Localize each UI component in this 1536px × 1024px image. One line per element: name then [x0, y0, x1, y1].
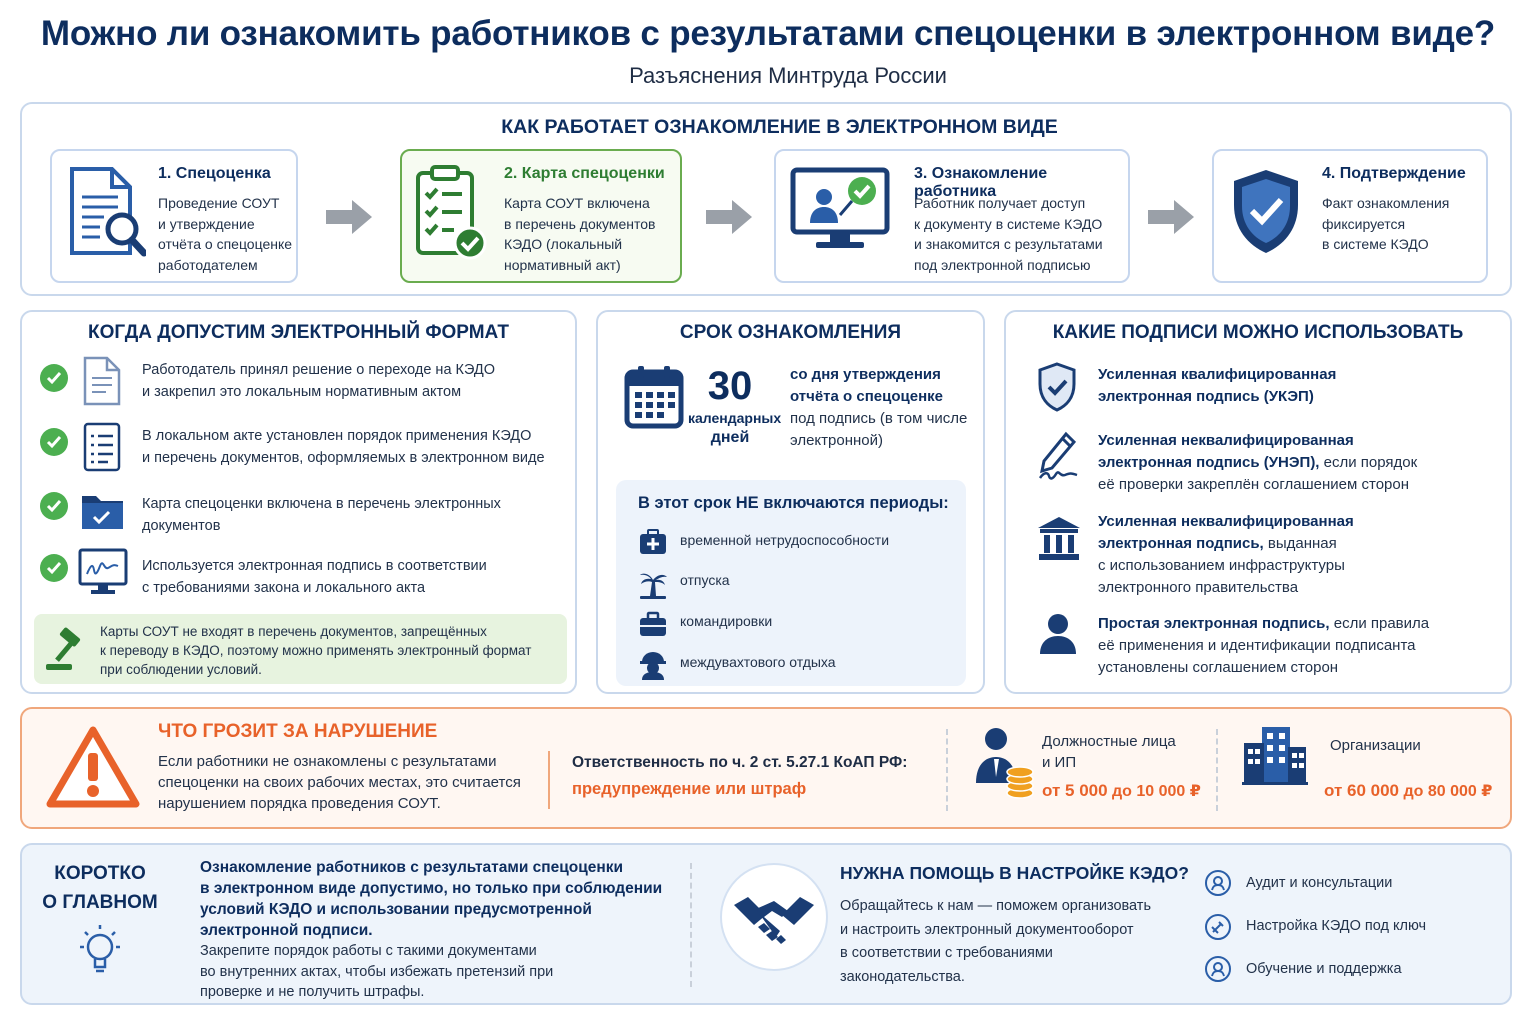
sign-item-3: Усиленная неквалифицированная электронная подпись, выданная с использованием инфраструктуры электронного правительства	[1098, 513, 1354, 596]
step-3-title: 3. Ознакомление работника	[914, 165, 1048, 200]
document-search-icon	[66, 165, 146, 265]
when-note	[34, 614, 567, 684]
excl-item-4: междувахтового отдыха	[680, 654, 836, 670]
arrow-icon	[704, 199, 754, 240]
help-heading: НУЖНА ПОМОЩЬ В НАСТРОЙКЕ КЭДО?	[840, 863, 1189, 883]
step-3-desc: Работник получает доступ к документу в системе КЭДО и знакомится с результатами под электронной подписью	[914, 195, 1103, 273]
when-note-text: Карты СОУТ не входят в перечень документов, запрещённых к переводу в КЭДО, поэтому можно применять электронный формат при соблюдении условий.	[100, 624, 532, 677]
term-desc: со дня утверждения отчёта о спецоценке под подпись (в том числе электронной)	[790, 366, 968, 449]
step-1-desc: Проведение СОУТ и утверждение отчёта о спецоценке работодателем	[158, 195, 293, 273]
step-2-desc: Карта СОУТ включена в перечень документов КЭДО (локальный нормативный акт)	[504, 195, 656, 273]
sign-item-4: Простая электронная подпись, если правила её применения и идентификации подписанта установлены соглашением сторон	[1098, 615, 1430, 676]
summary-heading: КОРОТКО О ГЛАВНОМ	[42, 863, 158, 913]
document-icon	[82, 356, 122, 411]
excl-item-3: командировки	[680, 613, 773, 629]
when-panel	[20, 310, 577, 694]
folder-check-icon	[80, 490, 126, 537]
service-3: Обучение и поддержка	[1246, 961, 1402, 977]
officials-amount: от 5 000 до 10 000 ₽	[1042, 781, 1201, 800]
exclusions-box	[616, 480, 966, 686]
shield-check-icon	[1228, 167, 1304, 262]
list-document-icon	[82, 422, 122, 477]
penalty-text: Если работники не ознакомлены с результатами спецоценки на своих рабочих местах, это считается нарушением порядка проведения СОУТ.	[158, 753, 521, 812]
check-icon	[40, 492, 68, 520]
divider	[690, 863, 692, 987]
audit-icon	[1204, 869, 1232, 902]
service-1: Аудит и консультации	[1246, 875, 1393, 891]
step-4-title: 4. Подтверждение	[1322, 165, 1466, 182]
palm-icon	[638, 568, 668, 605]
signature-monitor-icon	[78, 548, 128, 601]
signs-heading: КАКИЕ ПОДПИСИ МОЖНО ИСПОЛЬЗОВАТЬ	[1052, 322, 1464, 343]
checklist-icon	[414, 163, 488, 268]
handshake-icon	[720, 863, 828, 971]
term-panel	[596, 310, 985, 694]
officials-label: Должностные лица и ИП	[1042, 733, 1176, 771]
penalty-result: предупреждение или штраф	[572, 780, 807, 798]
penalty-divider	[548, 751, 550, 809]
user-icon	[1038, 612, 1078, 659]
summary-main: Ознакомление работников с результатами спецоценки в электронном виде допустимо, но только при соблюдении условий КЭДО и использовании предусмотренной электронной подписи.	[200, 859, 663, 939]
step-2-title: 2. Карта спецоценки	[504, 165, 665, 182]
worker-helmet-icon	[638, 650, 668, 685]
step-2-card	[400, 149, 682, 283]
check-icon	[40, 428, 68, 456]
summary-panel	[20, 843, 1512, 1005]
how-heading: КАК РАБОТАЕТ ОЗНАКОМЛЕНИЕ В ЭЛЕКТРОННОМ ВИДЕ	[501, 116, 1058, 138]
pen-sign-icon	[1036, 430, 1082, 487]
days-number: 30	[707, 364, 753, 408]
step-4-desc: Факт ознакомления фиксируется в системе КЭДО	[1322, 195, 1450, 252]
calendar-icon	[624, 364, 684, 435]
summary-extra: Закрепите порядок работы с такими документами во внутренних актах, чтобы избежать претензий при проверке и не получить штрафы.	[200, 943, 554, 1000]
government-icon	[1036, 514, 1082, 567]
excl-item-2: отпуска	[680, 572, 730, 588]
term-heading: СРОК ОЗНАКОМЛЕНИЯ	[679, 322, 902, 343]
step-3-card	[774, 149, 1130, 283]
briefcase-icon	[638, 610, 668, 643]
support-icon	[1204, 955, 1232, 988]
days-unit: календарных дней	[688, 410, 782, 446]
building-icon	[1242, 725, 1308, 790]
step-1-title: 1. Спецоценка	[158, 165, 271, 182]
exclusions-heading: В этот срок НЕ включаются периоды:	[638, 494, 949, 512]
page-title: Можно ли ознакомить работников с результатами спецоценки в электронном виде?	[40, 14, 1496, 53]
arrow-icon	[324, 199, 374, 240]
shield-check-icon	[1036, 362, 1078, 417]
check-icon	[40, 364, 68, 392]
when-item-2: В локальном акте установлен порядок применения КЭДО и перечень документов, оформляемых в электронном виде	[142, 428, 545, 466]
monitor-user-icon	[790, 167, 894, 256]
orgs-amount: от 60 000 до 80 000 ₽	[1324, 781, 1493, 800]
divider	[1216, 729, 1218, 811]
medical-icon	[638, 528, 668, 561]
step-1-card	[50, 149, 298, 283]
penalty-heading: ЧТО ГРОЗИТ ЗА НАРУШЕНИЕ	[158, 721, 438, 742]
arrow-icon	[1146, 199, 1196, 240]
service-2: Настройка КЭДО под ключ	[1246, 918, 1427, 934]
when-heading: КОГДА ДОПУСТИМ ЭЛЕКТРОННЫЙ ФОРМАТ	[88, 322, 509, 343]
how-panel	[20, 102, 1512, 296]
sign-item-2: Усиленная неквалифицированная электронная подпись (УНЭП), если порядок её проверки закреплён соглашением сторон	[1098, 432, 1418, 493]
sign-item-1: Усиленная квалифицированная электронная подпись (УКЭП)	[1098, 366, 1337, 405]
page-subtitle: Разъяснения Минтруда России	[629, 63, 947, 88]
excl-item-1: временной нетрудоспособности	[680, 532, 890, 548]
official-coins-icon	[974, 727, 1036, 806]
divider	[946, 729, 948, 811]
when-item-3: Карта спецоценки включена в перечень электронных документов	[142, 496, 501, 534]
settings-icon	[1204, 913, 1232, 946]
lightbulb-icon	[72, 921, 128, 986]
warning-icon	[46, 725, 140, 814]
step-4-card	[1212, 149, 1488, 283]
check-icon	[40, 554, 68, 582]
when-item-1: Работодатель принял решение о переходе на КЭДО и закрепил это локальным нормативным актом	[142, 362, 496, 400]
penalty-panel	[20, 707, 1512, 829]
penalty-law: Ответственность по ч. 2 ст. 5.27.1 КоАП РФ:	[572, 754, 908, 771]
orgs-label: Организации	[1330, 737, 1421, 754]
help-text: Обращайтесь к нам — поможем организовать и настроить электронный документооборот в соответствии с требованиями законодательства.	[840, 898, 1151, 985]
signs-panel	[1004, 310, 1512, 694]
gavel-icon	[44, 626, 92, 677]
when-item-4: Используется электронная подпись в соответствии с требованиями закона и локального акта	[142, 558, 487, 596]
